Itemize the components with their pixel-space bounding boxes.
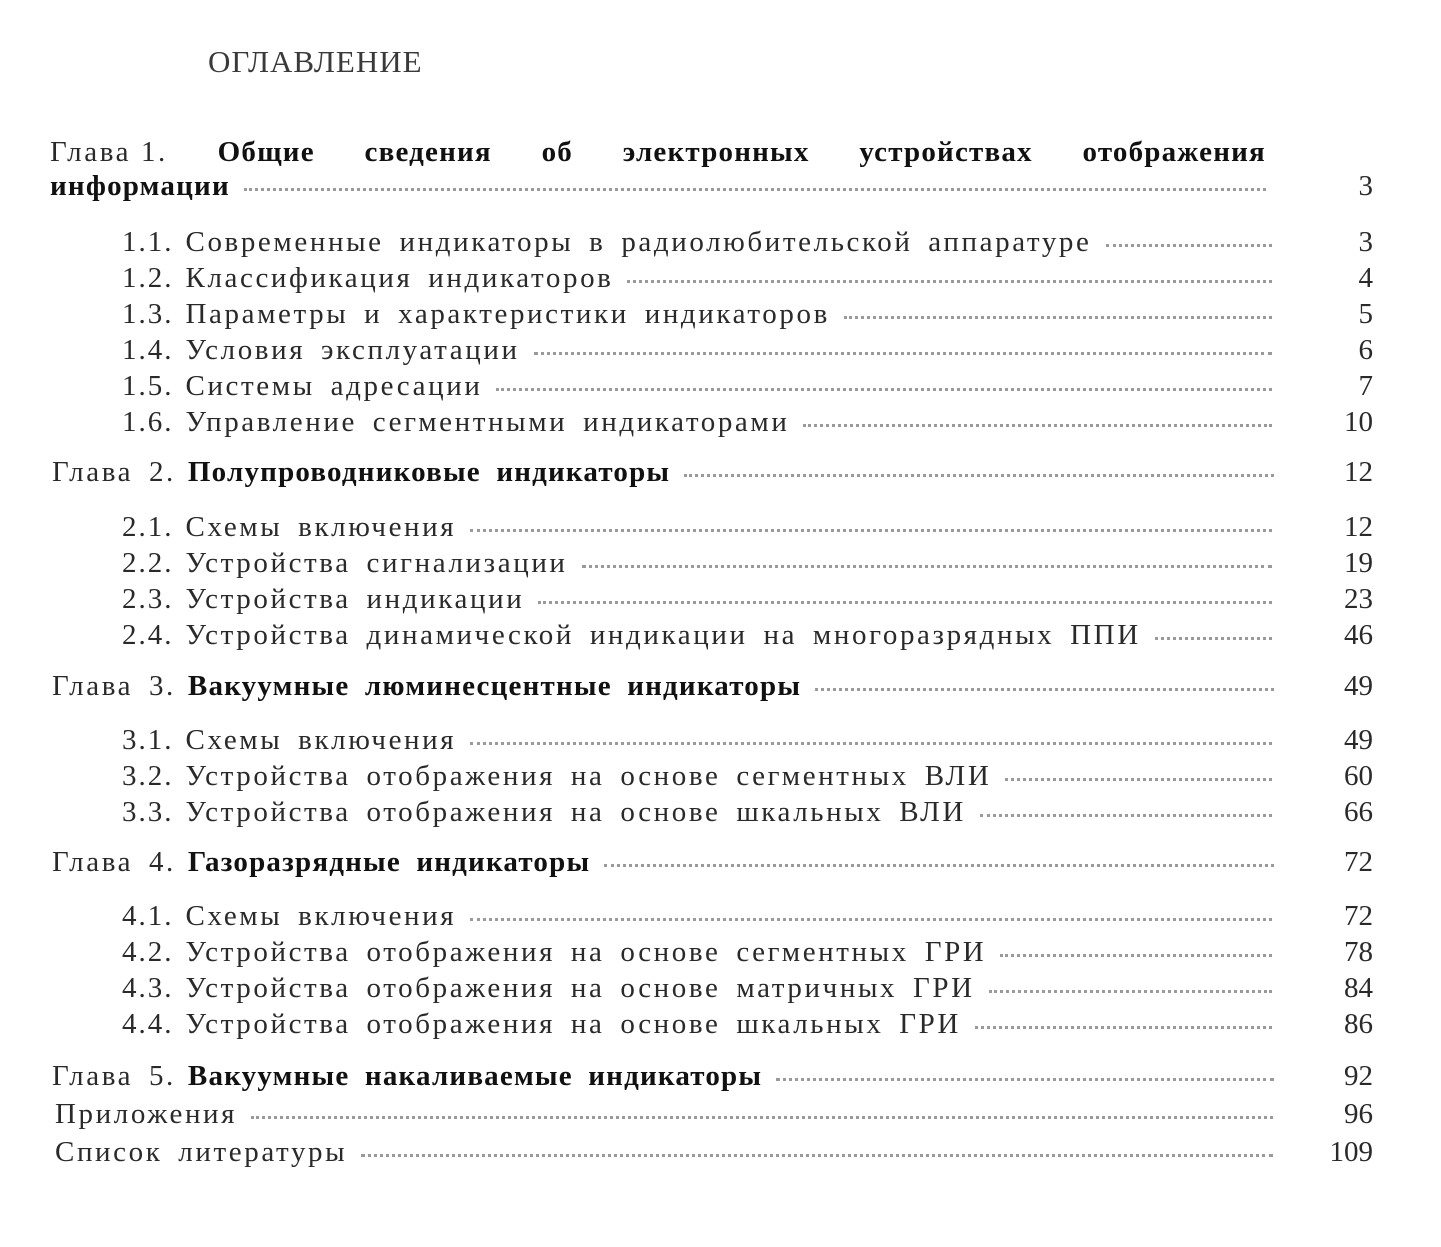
section-title: Условия эксплуатации — [185, 334, 520, 366]
section-title: Схемы включения — [185, 900, 457, 932]
chapter-title: Газоразрядные индикаторы — [187, 846, 591, 878]
leader-dots — [361, 1152, 1273, 1157]
toc-section-row — [122, 1008, 1272, 1044]
toc-chapter-row — [52, 1060, 1274, 1096]
toc-chapter-row — [52, 846, 1274, 882]
section-title: Устройства отображения на основе сегментных ВЛИ — [185, 760, 992, 792]
section-title: Современные индикаторы в радиолюбительской аппаратуре — [185, 226, 1092, 258]
section-number: 3.2. — [122, 760, 174, 792]
section-number: 3.3. — [122, 796, 174, 828]
chapter-prefix: Глава 2. — [52, 456, 176, 488]
page-number: 19 — [1344, 547, 1373, 579]
section-number: 4.1. — [122, 900, 174, 932]
section-title: Параметры и характеристики индикаторов — [185, 298, 830, 330]
leader-dots — [684, 472, 1274, 477]
section-number: 4.4. — [122, 1008, 174, 1040]
section-number: 4.2. — [122, 936, 174, 968]
chapter-title: Вакуумные люминесцентные индикаторы — [187, 670, 802, 702]
toc-section-row — [122, 334, 1272, 370]
toc-section-row — [122, 547, 1272, 583]
chapter-1-word-continued: информации — [50, 170, 230, 202]
leader-dots — [1155, 635, 1272, 640]
toc-section-row — [122, 936, 1272, 972]
page-number: 12 — [1344, 511, 1373, 543]
leader-dots — [470, 740, 1272, 745]
leader-dots — [582, 563, 1272, 568]
section-title: Устройства отображения на основе шкальных ВЛИ — [185, 796, 966, 828]
section-title: Устройства динамической индикации на многоразрядных ППИ — [185, 619, 1141, 651]
page-number: 10 — [1344, 406, 1373, 438]
chapter-title: Полупроводниковые индикаторы — [187, 456, 671, 488]
section-number: 4.3. — [122, 972, 174, 1004]
leader-dots — [1106, 242, 1273, 247]
leader-dots — [251, 1114, 1273, 1119]
leader-dots — [803, 422, 1272, 427]
chapter-1-word: Общие — [217, 136, 315, 168]
section-title: Устройства индикации — [185, 583, 525, 615]
toc-appendix-row — [55, 1098, 1273, 1134]
section-number: 2.4. — [122, 619, 174, 651]
toc-title: ОГЛАВЛЕНИЕ — [208, 44, 423, 79]
section-title: Управление сегментными индикаторами — [185, 406, 790, 438]
toc-section-row — [122, 796, 1272, 832]
toc-appendix-row — [55, 1136, 1273, 1172]
section-number: 3.1. — [122, 724, 174, 756]
page-number: 72 — [1344, 900, 1373, 932]
leader-dots — [989, 988, 1272, 993]
toc-section-row — [122, 760, 1272, 796]
chapter-1-word: устройствах — [859, 136, 1033, 168]
leader-dots — [1005, 776, 1272, 781]
page-number: 60 — [1344, 760, 1373, 792]
section-number: 2.2. — [122, 547, 174, 579]
page-number: 4 — [1358, 262, 1373, 294]
page-number: 12 — [1344, 456, 1373, 488]
section-title: Схемы включения — [185, 724, 457, 756]
page-number: 109 — [1329, 1136, 1373, 1168]
page-number: 66 — [1344, 796, 1373, 828]
page-number: 49 — [1344, 724, 1373, 756]
toc-section-row — [122, 511, 1272, 547]
section-title: Устройства отображения на основе сегментных ГРИ — [185, 936, 987, 968]
leader-dots — [1000, 952, 1272, 957]
section-title: Устройства сигнализации — [185, 547, 568, 579]
leader-dots — [844, 314, 1272, 319]
leader-dots — [534, 350, 1272, 355]
chapter-1-page-number: 3 — [1358, 170, 1373, 202]
chapter-1-prefix: Глава 1. — [50, 136, 168, 168]
leader-dots — [604, 862, 1274, 867]
leader-dots — [815, 686, 1274, 691]
toc-chapter-row — [52, 456, 1274, 492]
toc-section-row — [122, 724, 1272, 760]
page-number: 78 — [1344, 936, 1373, 968]
toc-section-row — [122, 406, 1272, 442]
chapter-1-word: сведения — [364, 136, 492, 168]
appendix-title: Приложения — [55, 1098, 238, 1130]
section-number: 1.6. — [122, 406, 174, 438]
toc-section-row — [122, 900, 1272, 936]
page-number: 86 — [1344, 1008, 1373, 1040]
toc-section-row — [122, 370, 1272, 406]
section-number: 1.2. — [122, 262, 174, 294]
chapter-1-word: отображения — [1082, 136, 1266, 168]
leader-dots — [538, 599, 1272, 604]
section-title: Системы адресации — [185, 370, 483, 402]
page-number: 72 — [1344, 846, 1373, 878]
section-number: 1.4. — [122, 334, 174, 366]
leader-dots — [470, 527, 1272, 532]
section-number: 1.1. — [122, 226, 174, 258]
section-number: 1.5. — [122, 370, 174, 402]
page-number: 5 — [1358, 298, 1373, 330]
appendix-title: Список литературы — [55, 1136, 348, 1168]
leader-dots — [776, 1076, 1274, 1081]
leader-dots — [980, 812, 1272, 817]
page-number: 23 — [1344, 583, 1373, 615]
leader-dots — [975, 1024, 1272, 1029]
page-number: 96 — [1344, 1098, 1373, 1130]
leader-dots — [496, 386, 1272, 391]
chapter-prefix: Глава 5. — [52, 1060, 176, 1092]
section-number: 1.3. — [122, 298, 174, 330]
page-number: 46 — [1344, 619, 1373, 651]
section-title: Схемы включения — [185, 511, 457, 543]
toc-section-row — [122, 619, 1272, 655]
chapter-1-word: электронных — [622, 136, 810, 168]
toc-section-row — [122, 972, 1272, 1008]
section-number: 2.1. — [122, 511, 174, 543]
page-number: 3 — [1358, 226, 1373, 258]
toc-chapter-row — [52, 670, 1274, 706]
chapter-prefix: Глава 3. — [52, 670, 176, 702]
section-title: Устройства отображения на основе матричных ГРИ — [185, 972, 975, 1004]
toc-section-row — [122, 226, 1272, 262]
chapter-title: Вакуумные накаливаемые индикаторы — [187, 1060, 763, 1092]
chapter-prefix: Глава 4. — [52, 846, 176, 878]
toc-section-row — [122, 583, 1272, 619]
chapter-1-word: об — [541, 136, 573, 168]
section-title: Классификация индикаторов — [185, 262, 614, 294]
page-number: 7 — [1358, 370, 1373, 402]
page-number: 92 — [1344, 1060, 1373, 1092]
page-number: 6 — [1358, 334, 1373, 366]
toc-section-row — [122, 262, 1272, 298]
section-title: Устройства отображения на основе шкальных ГРИ — [185, 1008, 961, 1040]
page-number: 84 — [1344, 972, 1373, 1004]
page-number: 49 — [1344, 670, 1373, 702]
leader-dots — [470, 916, 1272, 921]
section-number: 2.3. — [122, 583, 174, 615]
toc-section-row — [122, 298, 1272, 334]
leader-dots — [627, 278, 1272, 283]
